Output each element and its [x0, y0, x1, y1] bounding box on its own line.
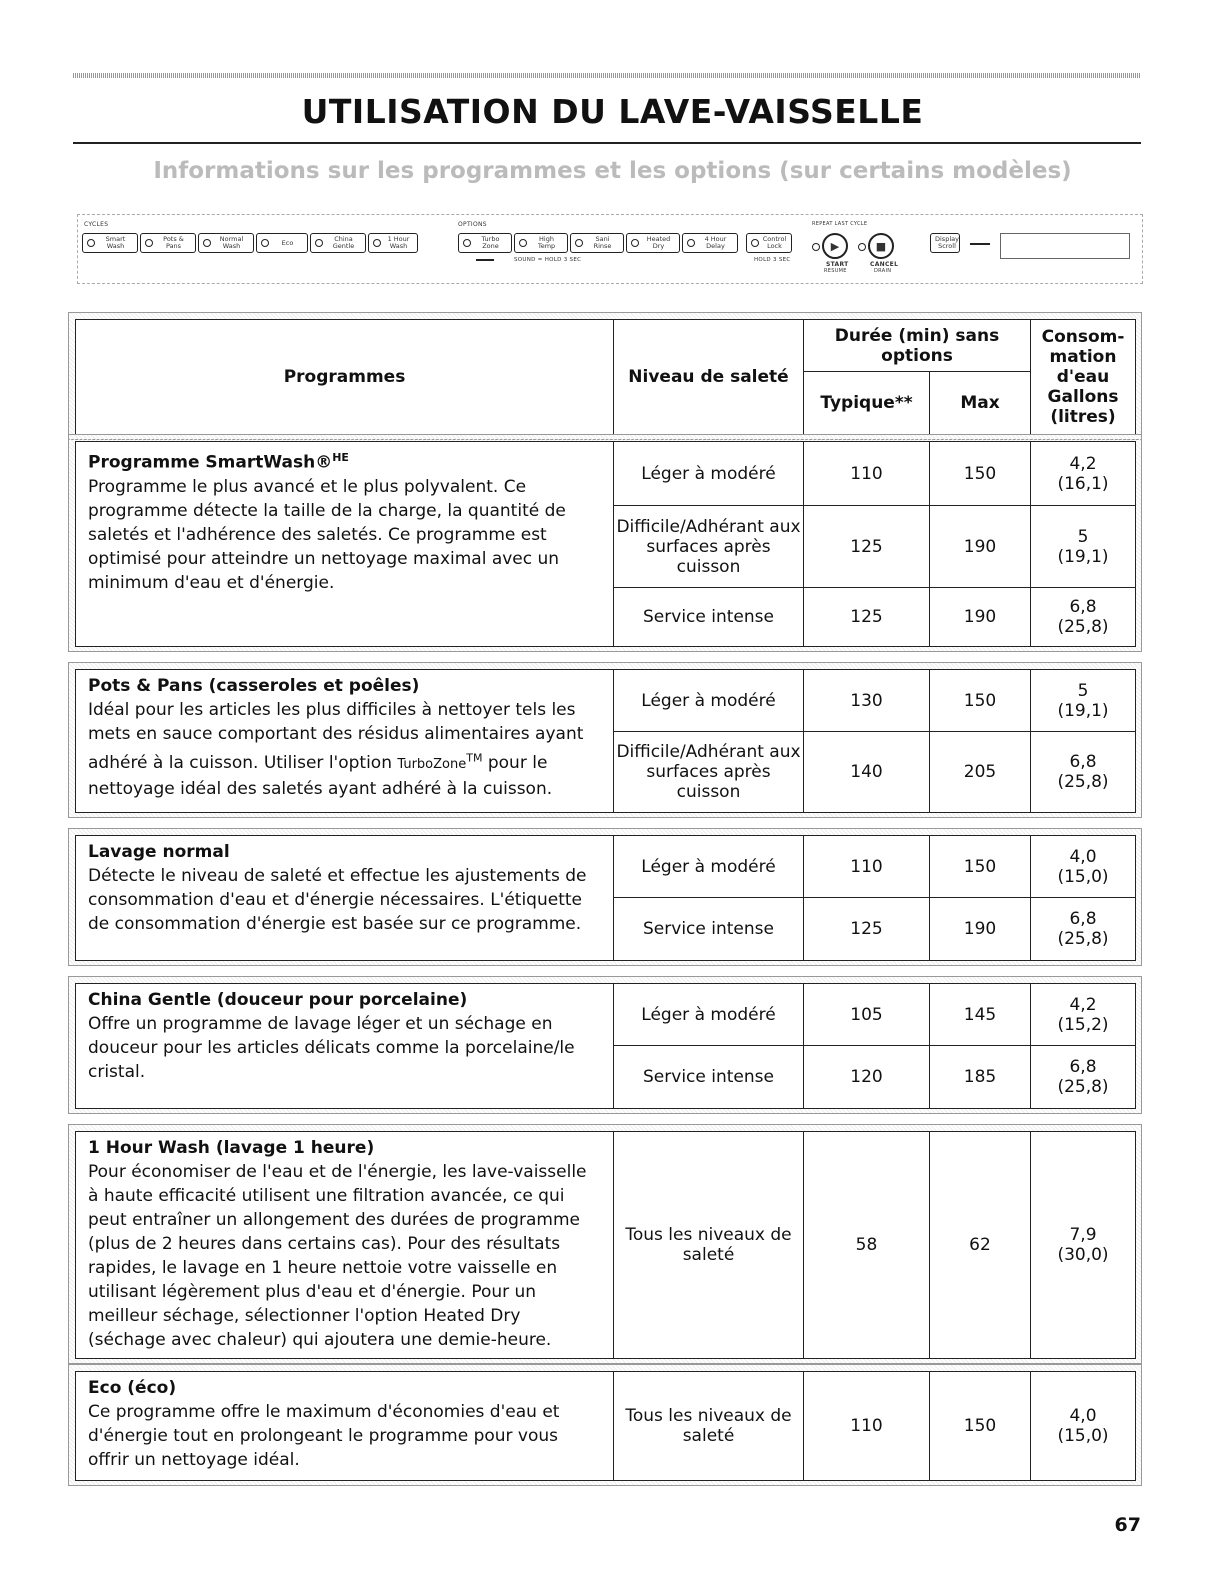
option-button-sani-rinse: Sani Rinse	[570, 233, 624, 253]
hold-hint: HOLD 3 SEC	[754, 257, 791, 263]
resume-label: RESUME	[824, 268, 847, 274]
option-button-heated-dry: Heated Dry	[626, 233, 680, 253]
water-consumption: 4,2 (15,2)	[1031, 984, 1136, 1046]
soil-level: Difficile/Adhérant aux surfaces après cuisson	[614, 732, 804, 813]
sound-line	[476, 259, 494, 261]
duration-max: 205	[930, 732, 1031, 813]
duration-typical: 120	[804, 1046, 930, 1109]
program-text: Offre un programme de lavage léger et un séchage en douceur pour les articles délicats comme la porcelaine/le cristal.	[88, 1014, 575, 1082]
duration-typical: 110	[804, 442, 930, 506]
program-block-eco	[68, 1364, 1142, 1486]
program-description	[76, 442, 614, 647]
soil-level: Léger à modéré	[614, 984, 804, 1046]
program-block-1-hour-wash	[68, 1124, 1142, 1364]
water-consumption: 6,8 (25,8)	[1031, 1046, 1136, 1109]
duration-max: 190	[930, 506, 1031, 588]
water-consumption: 7,9 (30,0)	[1031, 1132, 1136, 1359]
water-consumption: 6,8 (25,8)	[1031, 588, 1136, 647]
program-title: Lavage normal	[88, 842, 230, 862]
cycle-button-normal-wash: Normal Wash	[198, 233, 254, 253]
water-consumption: 5 (19,1)	[1031, 670, 1136, 732]
water-consumption: 6,8 (25,8)	[1031, 898, 1136, 961]
display-window	[1000, 233, 1130, 259]
soil-level: Tous les niveaux de saleté	[614, 1132, 804, 1359]
cancel-indicator	[858, 243, 866, 251]
duration-typical: 110	[804, 1372, 930, 1481]
program-title: 1 Hour Wash (lavage 1 heure)	[88, 1138, 375, 1158]
option-button-control-lock: Control Lock	[746, 233, 792, 253]
program-description	[76, 1132, 614, 1359]
water-consumption: 6,8 (25,8)	[1031, 732, 1136, 813]
cycle-button-smart-wash: Smart Wash	[82, 233, 138, 253]
duration-typical: 110	[804, 836, 930, 898]
page-subtitle: Informations sur les programmes et les options (sur certains modèles)	[153, 158, 1072, 184]
duration-max: 150	[930, 836, 1031, 898]
page-number: 67	[1114, 1514, 1141, 1536]
program-text: Programme le plus avancé et le plus polyvalent. Ce programme détecte la taille de la charge, la quantité de saletés et l'adhérence des saletés. Ce programme est optimisé pour atteindre un nettoyage maximal avec un minimum d'eau et d'énergie.	[88, 476, 566, 593]
duration-typical: 125	[804, 898, 930, 961]
duration-typical: 125	[804, 506, 930, 588]
option-button-4-hour-delay: 4 Hour Delay	[682, 233, 738, 253]
duration-typical: 58	[804, 1132, 930, 1359]
title-rule	[73, 142, 1141, 144]
program-text: Détecte le niveau de saleté et effectue les ajustements de consommation d'eau et d'énergie nécessaires. L'étiquette de consommation d'énergie est basée sur ce programme.	[88, 866, 587, 934]
display-scroll-button: Display Scroll	[930, 233, 960, 253]
option-button-turbo-zone: Turbo Zone	[458, 233, 512, 253]
program-title: Pots & Pans (casseroles et poêles)	[88, 676, 420, 696]
start-indicator	[812, 243, 820, 251]
display-connector	[970, 243, 990, 245]
soil-level: Service intense	[614, 588, 804, 647]
program-block-smartwash	[68, 434, 1142, 652]
program-block-china-gentle	[68, 976, 1142, 1114]
duration-max: 145	[930, 984, 1031, 1046]
water-consumption: 4,0 (15,0)	[1031, 836, 1136, 898]
cycle-button-pots-pans: Pots & Pans	[140, 233, 196, 253]
header-programmes: Programmes	[76, 320, 614, 435]
cycle-button-china-gentle: China Gentle	[310, 233, 366, 253]
sound-hint: SOUND = HOLD 3 SEC	[514, 257, 582, 263]
water-consumption: 4,0 (15,0)	[1031, 1372, 1136, 1481]
duration-max: 150	[930, 442, 1031, 506]
cycles-label: CYCLES	[84, 221, 109, 228]
start-play-icon: ▶	[822, 233, 848, 259]
cycle-button-eco: Eco	[256, 233, 308, 253]
top-rule	[73, 73, 1141, 78]
soil-level: Léger à modéré	[614, 836, 804, 898]
soil-level: Léger à modéré	[614, 442, 804, 506]
soil-level: Léger à modéré	[614, 670, 804, 732]
table-header-block	[68, 312, 1142, 440]
page-title: UTILISATION DU LAVE-VAISSELLE	[301, 92, 924, 131]
program-text: Pour économiser de l'eau et de l'énergie, les lave-vaisselle à haute efficacité utilisent une filtration avancée, ce qui peut entraîner un allongement des durées de programme (plus de 2 heures dans certains cas). Pour des résultats rapides, le lavage en 1 heure nettoie votre vaisselle en utilisant légèrement plus d'eau et d'énergie. Pour un meilleur séchage, sélectionner l'option Heated Dry (séchage avec chaleur) qui ajoutera une demie-heure.	[88, 1162, 587, 1350]
soil-level: Tous les niveaux de saleté	[614, 1372, 804, 1481]
duration-max: 150	[930, 1372, 1031, 1481]
control-panel-illustration	[77, 214, 1143, 284]
program-text: Ce programme offre le maximum d'économies d'eau et d'énergie tout en prolongeant le programme pour vous offrir un nettoyage idéal.	[88, 1402, 560, 1470]
duration-typical: 130	[804, 670, 930, 732]
duration-typical: 105	[804, 984, 930, 1046]
header-max: Max	[930, 372, 1031, 435]
duration-max: 62	[930, 1132, 1031, 1359]
cycle-button-1-hour-wash: 1 Hour Wash	[368, 233, 418, 253]
header-duree: Durée (min) sans options	[804, 320, 1031, 372]
program-description	[76, 984, 614, 1109]
duration-max: 185	[930, 1046, 1031, 1109]
duration-typical: 125	[804, 588, 930, 647]
duration-typical: 140	[804, 732, 930, 813]
soil-level: Service intense	[614, 898, 804, 961]
option-button-high-temp: High Temp	[514, 233, 568, 253]
program-block-normal	[68, 828, 1142, 966]
program-title: Eco (éco)	[88, 1378, 177, 1398]
program-description	[76, 836, 614, 961]
cancel-label: CANCEL	[870, 261, 899, 268]
duration-max: 150	[930, 670, 1031, 732]
options-label: OPTIONS	[458, 221, 487, 228]
soil-level: Difficile/Adhérant aux surfaces après cuisson	[614, 506, 804, 588]
header-consommation: Consom-mation d'eau Gallons (litres)	[1031, 320, 1136, 435]
header-niveau: Niveau de saleté	[614, 320, 804, 435]
header-typique: Typique**	[804, 372, 930, 435]
repeat-label: REPEAT LAST CYCLE	[812, 221, 868, 227]
program-title: Programme SmartWash®$^{HE}$	[88, 451, 349, 473]
program-block-pots-pans	[68, 662, 1142, 818]
water-consumption: 5 (19,1)	[1031, 506, 1136, 588]
program-description	[76, 1372, 614, 1481]
drain-label: DRAIN	[874, 268, 892, 274]
water-consumption: 4,2 (16,1)	[1031, 442, 1136, 506]
program-text: Idéal pour les articles les plus difficiles à nettoyer tels les mets en sauce comportant des résidus alimentaires ayant adhéré à la cuisson. Utiliser l'option TurboZone™ pour le nettoyage idéal des saletés ayant adhéré à la cuisson.	[88, 700, 584, 799]
soil-level: Service intense	[614, 1046, 804, 1109]
start-label: START	[826, 261, 849, 268]
duration-max: 190	[930, 588, 1031, 647]
program-title: China Gentle (douceur pour porcelaine)	[88, 990, 468, 1010]
duration-max: 190	[930, 898, 1031, 961]
program-description	[76, 670, 614, 813]
cancel-stop-icon: ■	[868, 233, 894, 259]
